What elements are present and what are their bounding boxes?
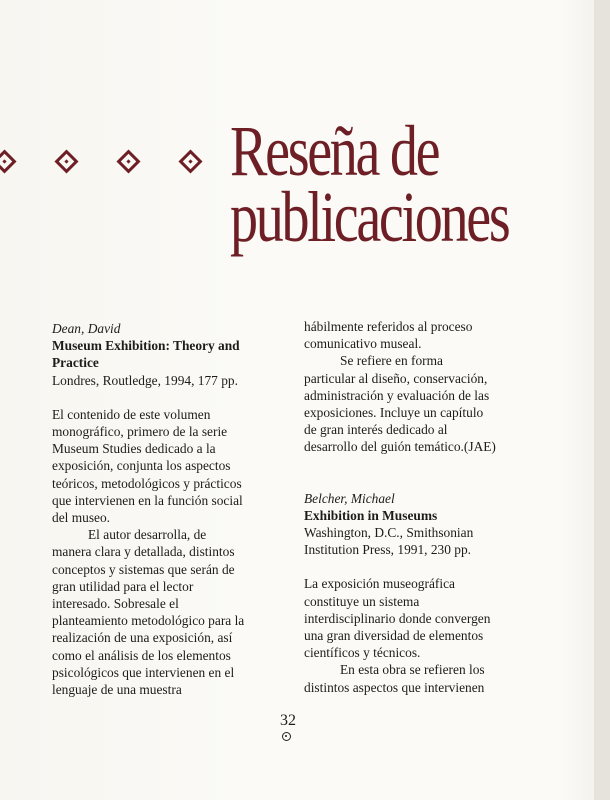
title-line: Reseña de <box>230 111 439 191</box>
text-line: gran utilidad para el lector <box>52 578 194 594</box>
review-book-title: Exhibition in Museums <box>304 507 438 523</box>
text-line: de gran interés dedicado al <box>304 422 448 438</box>
text-line: como el análisis de los elementos <box>52 647 231 663</box>
review-paragraph <box>52 406 267 526</box>
circle-ornament-icon <box>282 732 291 741</box>
diamond-icon <box>178 149 202 173</box>
title-line: Practice <box>52 355 99 371</box>
text-line: interdisciplinario donde convergen <box>304 610 491 626</box>
review-paragraph <box>304 318 519 352</box>
right-column <box>304 318 519 696</box>
diamond-icon <box>54 149 78 173</box>
text-line: teóricos, metodológicos y prácticos <box>52 475 242 491</box>
review-paragraph <box>52 526 267 698</box>
text-line: monográfico, primero de la serie <box>52 424 228 440</box>
page-edge <box>594 0 610 800</box>
title-line: publicaciones <box>230 177 509 257</box>
text-line: distintos aspectos que intervienen <box>304 679 485 695</box>
left-column <box>52 320 267 698</box>
text-line: exposiciones. Incluye un capítulo <box>304 405 484 421</box>
review-author: Belcher, Michael <box>304 490 395 506</box>
review-author: Dean, David <box>52 321 121 336</box>
page-title <box>230 111 509 257</box>
text-line: administración y evaluación de las <box>304 387 490 403</box>
text-line: El autor desarrolla, de <box>88 527 207 543</box>
text-line: exposición, conjunta los aspectos <box>52 458 231 474</box>
text-line: Museum Studies dedicado a la <box>52 441 216 457</box>
text-line: manera clara y detallada, distintos <box>52 544 235 560</box>
text-line: lenguaje de una muestra <box>52 682 182 698</box>
text-line: conceptos y sistemas que serán de <box>52 561 235 577</box>
text-line: científicos y técnicos. <box>304 645 421 661</box>
text-line: En esta obra se refieren los <box>340 662 485 678</box>
text-line: comunicativo museal. <box>304 336 422 352</box>
diamond-icon <box>116 149 140 173</box>
text-line: del museo. <box>52 510 111 526</box>
text-line: El contenido de este volumen <box>52 406 211 422</box>
text-line: particular al diseño, conservación, <box>304 370 488 386</box>
text-line: La exposición museográfica <box>304 576 455 592</box>
text-line: desarrollo del guión temático.(JAE) <box>304 439 496 455</box>
review-paragraph <box>304 352 519 455</box>
text-line: Institution Press, 1991, 230 pp. <box>304 542 472 558</box>
text-line: una gran diversidad de elementos <box>304 628 484 644</box>
diamond-icon <box>0 149 17 173</box>
text-line: que intervienen en la función social <box>52 492 243 508</box>
review-imprint: Londres, Routledge, 1994, 177 pp. <box>52 372 238 388</box>
review-imprint <box>304 524 519 558</box>
text-line: Washington, D.C., Smithsonian <box>304 525 474 541</box>
title-line: Museum Exhibition: Theory and <box>52 338 240 354</box>
text-line: constituye un sistema <box>304 593 420 609</box>
text-line: realización de una exposición, así <box>52 630 233 646</box>
text-line: interesado. Sobresale el <box>52 596 179 612</box>
text-line: planteamiento metodológico para la <box>52 613 245 629</box>
page-number: 32 <box>280 712 296 729</box>
text-line: hábilmente referidos al proceso <box>304 319 473 334</box>
text-line: psicológicos que intervienen en el <box>52 664 235 680</box>
diamond-ornaments <box>0 146 220 182</box>
text-line: Se refiere en forma <box>340 353 443 369</box>
review-paragraph <box>304 575 519 661</box>
review-book-title <box>52 337 267 371</box>
review-paragraph <box>304 661 519 695</box>
